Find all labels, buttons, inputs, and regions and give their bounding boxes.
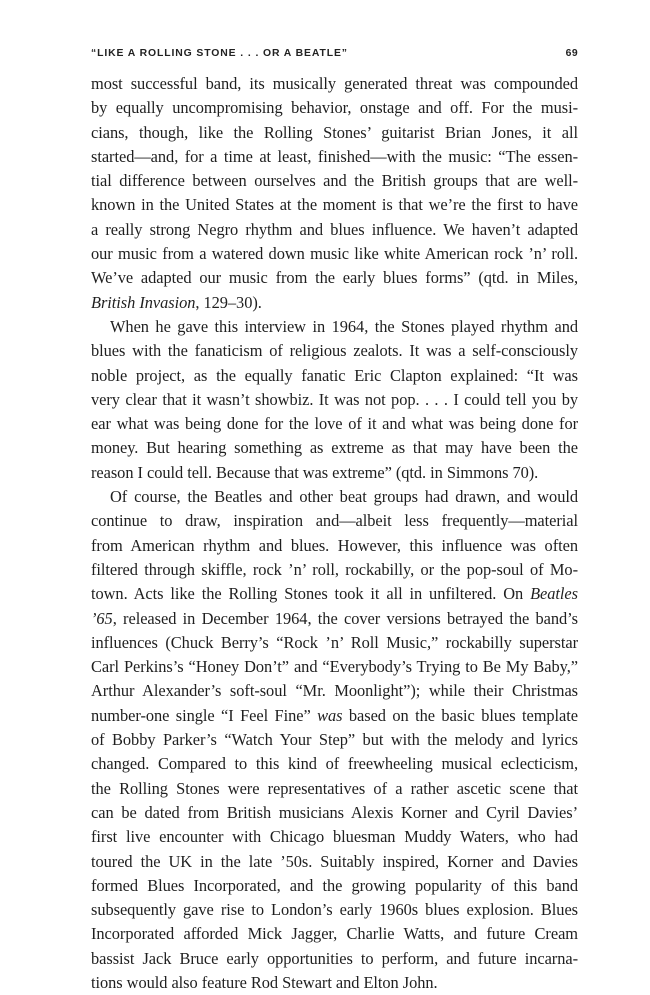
- page-number: 69: [565, 48, 578, 59]
- text-line: ’65, released in December 1964, the cover versions betrayed the band’s: [91, 608, 578, 628]
- text-line: the Rolling Stones were representatives of a rather ascetic scene that: [91, 778, 578, 798]
- album-title-italic: Beatles: [530, 584, 578, 604]
- text-line: town. Acts like the Rolling Stones took it all in unfiltered. On Beatles: [91, 584, 578, 604]
- paragraph-1: [91, 72, 578, 315]
- text-line: When he gave this interview in 1964, the Stones played rhythm and: [110, 316, 578, 336]
- text-line: British Invasion, 129–30).: [91, 292, 262, 312]
- text-line: cians, though, like the Rolling Stones’ guitarist Brian Jones, it all: [91, 122, 578, 142]
- text-line: Of course, the Beatles and other beat groups had drawn, and would: [110, 487, 578, 507]
- text-line: Incorporated afforded Mick Jagger, Charlie Watts, and future Cream: [91, 924, 578, 944]
- book-page: [91, 48, 578, 995]
- text-line: Arthur Alexander’s soft-soul “Mr. Moonlight”); while their Christmas: [91, 681, 578, 701]
- text-line: tial difference between ourselves and the British groups that are well-: [91, 171, 578, 191]
- text-line: known in the United States at the moment is that we’re the first to have: [91, 195, 578, 215]
- running-title: “LIKE A ROLLING STONE . . . OR A BEATLE”: [91, 48, 348, 59]
- text-line: first live encounter with Chicago bluesman Muddy Waters, who had: [91, 827, 578, 847]
- text-line: number-one single “I Feel Fine” was based on the basic blues template: [91, 705, 578, 725]
- text-line: toured the UK in the late ’50s. Suitably inspired, Korner and Davies: [91, 851, 578, 871]
- book-title-italic: British Invasion: [91, 292, 196, 312]
- text-line: reason I could tell. Because that was extreme” (qtd. in Simmons 70).: [91, 462, 539, 482]
- text-line: a really strong Negro rhythm and blues influence. We haven’t adapted: [91, 219, 578, 239]
- text-line: can be dated from British musicians Alexis Korner and Cyril Davies’: [91, 802, 578, 822]
- paragraph-2: [91, 315, 578, 485]
- text-line: continue to draw, inspiration and—albeit less frequently—material: [91, 511, 578, 531]
- text-line: tions would also feature Rod Stewart and Elton John.: [91, 972, 438, 992]
- text-line: our music from a watered down music like white American rock ’n’ roll.: [91, 244, 578, 264]
- body-text: [91, 72, 578, 995]
- text-line: of Bobby Parker’s “Watch Your Step” but with the melody and lyrics: [91, 730, 578, 750]
- text-line: influences (Chuck Berry’s “Rock ’n’ Roll Music,” rockabilly superstar: [91, 632, 578, 652]
- text-line: started—and, for a time at least, finished—with the music: “The essen-: [91, 146, 578, 166]
- text-line: ear what was being done for the love of it and what was being done for: [91, 414, 578, 434]
- running-header: [91, 48, 578, 72]
- text-line: Carl Perkins’s “Honey Don’t” and “Everybody’s Trying to Be My Baby,”: [91, 657, 578, 677]
- text-line: changed. Compared to this kind of freewheeling musical eclecticism,: [91, 754, 578, 774]
- text-line: bassist Jack Bruce early opportunities to perform, and future incarna-: [91, 948, 578, 968]
- text-line: money. But hearing something as extreme as that may have been the: [91, 438, 578, 458]
- text-line: very clear that it wasn’t showbiz. It was not pop. . . . I could tell you by: [91, 389, 578, 409]
- emphasis-italic: was: [317, 705, 343, 725]
- text-line: filtered through skiffle, rock ’n’ roll, rockabilly, or the pop-soul of Mo-: [91, 559, 578, 579]
- text-line: noble project, as the equally fanatic Eric Clapton explained: “It was: [91, 365, 578, 385]
- album-title-italic: ’65: [91, 608, 113, 628]
- paragraph-3: [91, 485, 578, 995]
- text-line: by equally uncompromising behavior, onstage and off. For the musi-: [91, 98, 578, 118]
- text-line: formed Blues Incorporated, and the growing popularity of this band: [91, 875, 578, 895]
- text-line: subsequently gave rise to London’s early 1960s blues explosion. Blues: [91, 900, 578, 920]
- text-line: blues with the fanaticism of religious zealots. It was a self-consciously: [91, 341, 578, 361]
- text-line: We’ve adapted our music from the early blues forms” (qtd. in Miles,: [91, 268, 578, 288]
- text-line: from American rhythm and blues. However, this influence was often: [91, 535, 578, 555]
- text-line: most successful band, its musically generated threat was compounded: [91, 74, 578, 93]
